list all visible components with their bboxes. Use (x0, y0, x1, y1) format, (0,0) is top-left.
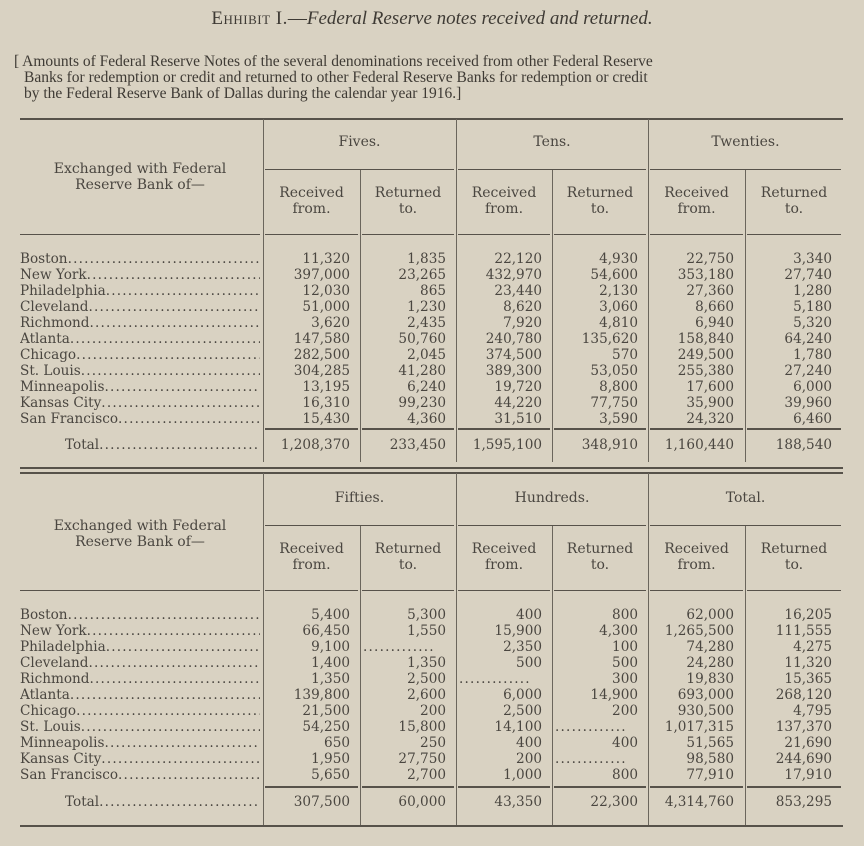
cell-value: 800 (612, 767, 638, 783)
stub-header-line-2: Reserve Bank of— (75, 534, 205, 550)
cell-value: 51,000 (302, 299, 350, 315)
cell-value: 4,275 (793, 639, 832, 655)
bank-name: Richmond ..... (20, 315, 260, 331)
cell-value: 6,460 (793, 411, 832, 427)
subheader-line-1: Returned (566, 541, 634, 557)
bank-name: Chicago ..... (20, 347, 260, 363)
cell-value: 300 (612, 671, 638, 687)
cell-value: 6,000 (793, 379, 832, 395)
cell-value: 8,800 (599, 379, 638, 395)
subheader-rule (265, 590, 358, 591)
description-line-1: [ Amounts of Federal Reserve Notes of the several denominations received from other Federal Reserve (14, 53, 653, 70)
cell-value: 17,600 (686, 379, 734, 395)
cell-value: 2,500 (407, 671, 446, 687)
empty-cell-leader: ............. (363, 639, 435, 655)
cell-value: 4,300 (599, 623, 638, 639)
bank-name: Kansas City ..... (20, 751, 260, 767)
cell-value: 15,800 (398, 719, 446, 735)
bank-name: Minneapolis ..... (20, 735, 260, 751)
bank-name: Atlanta ..... (20, 687, 260, 703)
subheader-line-1: Received (664, 541, 729, 557)
cell-value: 66,450 (302, 623, 350, 639)
group-header-rule (265, 525, 454, 526)
cell-value: 147,580 (293, 331, 350, 347)
empty-cell-leader: ............. (555, 751, 627, 767)
cell-value: 4,795 (793, 703, 832, 719)
bank-name: Atlanta ..... (20, 331, 260, 347)
table-top-rule-2 (20, 472, 843, 474)
cell-value: 200 (612, 703, 638, 719)
empty-cell-leader: ............. (459, 671, 531, 687)
description-line-3: by the Federal Reserve Bank of Dallas during the calendar year 1916.] (24, 85, 462, 102)
cell-value: 158,840 (677, 331, 734, 347)
group-header-rule (265, 169, 454, 170)
cell-value: 268,120 (775, 687, 832, 703)
subheader-rule (458, 590, 550, 591)
cell-value: 3,620 (311, 315, 350, 331)
subheader-line-1: Returned (760, 541, 828, 557)
cell-value: 1,000 (503, 767, 542, 783)
cell-value: 8,660 (695, 299, 734, 315)
subheader-line-1: Received (471, 185, 537, 201)
cell-value: 865 (420, 283, 446, 299)
cell-value: 8,620 (503, 299, 542, 315)
total-label: Total ..... (65, 437, 260, 453)
subheader-line-1: Returned (374, 541, 442, 557)
cell-value: 200 (420, 703, 446, 719)
bank-name: Kansas City ..... (20, 395, 260, 411)
subheader-rule (650, 590, 743, 591)
subheader-rule (554, 234, 646, 235)
group-header-rule (458, 169, 646, 170)
cell-value: 1,835 (407, 251, 446, 267)
total-label: Total ..... (65, 794, 260, 810)
cell-value: 15,900 (494, 623, 542, 639)
cell-value: 4,360 (407, 411, 446, 427)
stub-header-rule (20, 234, 260, 235)
stub-header-line-1: Exchanged with Federal (53, 161, 227, 177)
cell-value: 249,500 (677, 347, 734, 363)
cell-value: 1,017,315 (664, 719, 734, 735)
group-header: Tens. (533, 134, 571, 150)
cell-value: 15,430 (302, 411, 350, 427)
returned-to-header (552, 185, 648, 217)
total-value: 348,910 (581, 437, 638, 453)
cell-value: 27,750 (398, 751, 446, 767)
received-from-header (648, 541, 745, 573)
cell-value: 397,000 (293, 267, 350, 283)
subheader-rule (554, 590, 646, 591)
table-top-rule (20, 467, 843, 469)
subheader-line-2: to. (398, 201, 418, 217)
cell-value: 77,910 (686, 767, 734, 783)
subheader-line-1: Received (471, 541, 537, 557)
cell-value: 27,740 (784, 267, 832, 283)
subheader-rule (362, 234, 454, 235)
cell-value: 111,555 (775, 623, 832, 639)
subheader-line-2: to. (784, 201, 804, 217)
cell-value: 4,930 (599, 251, 638, 267)
cell-value: 24,320 (686, 411, 734, 427)
cell-value: 240,780 (485, 331, 542, 347)
total-rule (265, 428, 358, 430)
cell-value: 16,310 (302, 395, 350, 411)
cell-value: 3,340 (793, 251, 832, 267)
cell-value: 22,120 (494, 251, 542, 267)
returned-to-header (552, 541, 648, 573)
subheader-rule (747, 590, 841, 591)
total-rule (650, 786, 743, 788)
stub-header (20, 518, 260, 550)
cell-value: 11,320 (302, 251, 350, 267)
total-rule (554, 428, 646, 430)
subheader-line-1: Received (279, 541, 344, 557)
cell-value: 15,365 (784, 671, 832, 687)
subheader-line-1: Received (664, 185, 729, 201)
cell-value: 304,285 (293, 363, 350, 379)
table-bottom-rule (20, 825, 843, 827)
bank-name: Chicago ..... (20, 703, 260, 719)
subheader-line-2: from. (677, 201, 716, 217)
cell-value: 7,920 (503, 315, 542, 331)
total-rule (747, 786, 841, 788)
bank-name: Boston ..... (20, 607, 260, 623)
cell-value: 5,400 (311, 607, 350, 623)
exhibit-caption: Federal Reserve notes received and returned. (306, 8, 653, 29)
bank-name: San Francisco ..... (20, 767, 260, 783)
subheader-rule (265, 234, 358, 235)
cell-value: 1,350 (311, 671, 350, 687)
received-from-header (456, 185, 552, 217)
cell-value: 5,180 (793, 299, 832, 315)
cell-value: 77,750 (590, 395, 638, 411)
cell-value: 1,280 (793, 283, 832, 299)
cell-value: 19,720 (494, 379, 542, 395)
cell-value: 2,700 (407, 767, 446, 783)
cell-value: 14,900 (590, 687, 638, 703)
total-rule (362, 786, 454, 788)
cell-value: 282,500 (293, 347, 350, 363)
cell-value: 5,300 (407, 607, 446, 623)
bank-name: San Francisco ..... (20, 411, 260, 427)
cell-value: 54,600 (590, 267, 638, 283)
cell-value: 2,600 (407, 687, 446, 703)
cell-value: 250 (420, 735, 446, 751)
cell-value: 135,620 (581, 331, 638, 347)
cell-value: 27,360 (686, 283, 734, 299)
cell-value: 44,220 (494, 395, 542, 411)
cell-value: 200 (516, 751, 542, 767)
cell-value: 650 (324, 735, 350, 751)
cell-value: 353,180 (677, 267, 734, 283)
total-value: 43,350 (494, 794, 542, 810)
returned-to-header (745, 541, 843, 573)
cell-value: 1,400 (311, 655, 350, 671)
cell-value: 64,240 (784, 331, 832, 347)
cell-value: 6,000 (503, 687, 542, 703)
cell-value: 23,265 (398, 267, 446, 283)
cell-value: 3,590 (599, 411, 638, 427)
cell-value: 21,690 (784, 735, 832, 751)
cell-value: 139,800 (293, 687, 350, 703)
cell-value: 244,690 (775, 751, 832, 767)
cell-value: 24,280 (686, 655, 734, 671)
cell-value: 2,045 (407, 347, 446, 363)
returned-to-header (745, 185, 843, 217)
exhibit-number: Ehhibit I. (211, 8, 288, 29)
cell-value: 2,130 (599, 283, 638, 299)
cell-value: 800 (612, 607, 638, 623)
cell-value: 5,320 (793, 315, 832, 331)
group-header-rule (650, 169, 841, 170)
total-rule (265, 786, 358, 788)
total-rule (747, 428, 841, 430)
group-header: Twenties. (711, 134, 780, 150)
cell-value: 21,500 (302, 703, 350, 719)
total-rule (458, 428, 550, 430)
cell-value: 51,565 (686, 735, 734, 751)
total-value: 188,540 (775, 437, 832, 453)
subheader-line-2: from. (292, 201, 331, 217)
bank-name: St. Louis ..... (20, 363, 260, 379)
cell-value: 500 (612, 655, 638, 671)
cell-value: 14,100 (494, 719, 542, 735)
cell-value: 16,205 (784, 607, 832, 623)
bank-name: Cleveland ..... (20, 655, 260, 671)
cell-value: 19,830 (686, 671, 734, 687)
cell-value: 53,050 (590, 363, 638, 379)
cell-value: 1,550 (407, 623, 446, 639)
cell-value: 1,950 (311, 751, 350, 767)
group-header: Fifties. (334, 490, 385, 506)
cell-value: 50,760 (398, 331, 446, 347)
empty-cell-leader: ............. (555, 719, 627, 735)
total-value: 307,500 (293, 794, 350, 810)
total-value: 853,295 (775, 794, 832, 810)
cell-value: 11,320 (784, 655, 832, 671)
returned-to-header (360, 541, 456, 573)
subheader-rule (650, 234, 743, 235)
total-value: 1,160,440 (664, 437, 734, 453)
stub-header-line-1: Exchanged with Federal (53, 518, 227, 534)
subheader-rule (458, 234, 550, 235)
total-rule (650, 428, 743, 430)
cell-value: 1,265,500 (664, 623, 734, 639)
cell-value: 99,230 (398, 395, 446, 411)
cell-value: 374,500 (485, 347, 542, 363)
cell-value: 74,280 (686, 639, 734, 655)
cell-value: 6,940 (695, 315, 734, 331)
cell-value: 17,910 (784, 767, 832, 783)
bank-name: Boston ..... (20, 251, 260, 267)
cell-value: 570 (612, 347, 638, 363)
cell-value: 22,750 (686, 251, 734, 267)
bank-name: St. Louis ..... (20, 719, 260, 735)
subheader-line-2: from. (677, 557, 716, 573)
cell-value: 62,000 (686, 607, 734, 623)
cell-value: 98,580 (686, 751, 734, 767)
cell-value: 432,970 (485, 267, 542, 283)
total-rule (458, 786, 550, 788)
group-header: Total. (725, 490, 766, 506)
cell-value: 12,030 (302, 283, 350, 299)
cell-value: 930,500 (677, 703, 734, 719)
cell-value: 54,250 (302, 719, 350, 735)
subheader-line-2: to. (590, 201, 610, 217)
total-value: 233,450 (389, 437, 446, 453)
bank-name: New York ..... (20, 623, 260, 639)
subheader-rule (747, 234, 841, 235)
total-value: 4,314,760 (664, 794, 734, 810)
bank-name: Philadelphia ..... (20, 639, 260, 655)
cell-value: 693,000 (677, 687, 734, 703)
title-dash: — (287, 8, 307, 29)
total-value: 1,595,100 (472, 437, 542, 453)
table-top-rule (20, 118, 843, 120)
stub-header-rule (20, 590, 260, 591)
exhibit-title (0, 8, 864, 30)
table-description (14, 54, 850, 102)
cell-value: 2,500 (503, 703, 542, 719)
subheader-line-2: to. (590, 557, 610, 573)
cell-value: 1,350 (407, 655, 446, 671)
cell-value: 1,780 (793, 347, 832, 363)
bank-name: Cleveland ..... (20, 299, 260, 315)
stub-header (20, 161, 260, 193)
stub-header-line-2: Reserve Bank of— (75, 177, 205, 193)
cell-value: 255,380 (677, 363, 734, 379)
cell-value: 400 (516, 735, 542, 751)
cell-value: 389,300 (485, 363, 542, 379)
bank-name: Richmond ..... (20, 671, 260, 687)
cell-value: 39,960 (784, 395, 832, 411)
subheader-line-2: from. (484, 557, 524, 573)
cell-value: 400 (516, 607, 542, 623)
group-header: Fives. (338, 134, 381, 150)
total-value: 60,000 (398, 794, 446, 810)
subheader-line-2: from. (292, 557, 331, 573)
total-value: 1,208,370 (280, 437, 350, 453)
cell-value: 6,240 (407, 379, 446, 395)
cell-value: 400 (612, 735, 638, 751)
bank-name: Minneapolis ..... (20, 379, 260, 395)
group-header-rule (458, 525, 646, 526)
cell-value: 13,195 (302, 379, 350, 395)
returned-to-header (360, 185, 456, 217)
cell-value: 3,060 (599, 299, 638, 315)
total-rule (362, 428, 454, 430)
cell-value: 31,510 (494, 411, 542, 427)
received-from-header (648, 185, 745, 217)
cell-value: 9,100 (311, 639, 350, 655)
cell-value: 23,440 (494, 283, 542, 299)
subheader-line-2: to. (784, 557, 804, 573)
received-from-header (263, 541, 360, 573)
subheader-line-1: Returned (566, 185, 634, 201)
cell-value: 27,240 (784, 363, 832, 379)
cell-value: 500 (516, 655, 542, 671)
subheader-rule (362, 590, 454, 591)
cell-value: 4,810 (599, 315, 638, 331)
total-value: 22,300 (590, 794, 638, 810)
bank-name: New York ..... (20, 267, 260, 283)
total-rule (554, 786, 646, 788)
cell-value: 41,280 (398, 363, 446, 379)
bank-name: Philadelphia ..... (20, 283, 260, 299)
cell-value: 137,370 (775, 719, 832, 735)
cell-value: 100 (612, 639, 638, 655)
subheader-line-1: Returned (760, 185, 828, 201)
cell-value: 1,230 (407, 299, 446, 315)
cell-value: 35,900 (686, 395, 734, 411)
group-header: Hundreds. (514, 490, 590, 506)
group-header-rule (650, 525, 841, 526)
cell-value: 2,435 (407, 315, 446, 331)
cell-value: 5,650 (311, 767, 350, 783)
description-line-2: Banks for redemption or credit and returned to other Federal Reserve Banks for redemption or credit (24, 69, 648, 86)
subheader-line-1: Received (279, 185, 344, 201)
subheader-line-2: to. (398, 557, 418, 573)
cell-value: 2,350 (503, 639, 542, 655)
received-from-header (263, 185, 360, 217)
received-from-header (456, 541, 552, 573)
subheader-line-1: Returned (374, 185, 442, 201)
subheader-line-2: from. (484, 201, 524, 217)
